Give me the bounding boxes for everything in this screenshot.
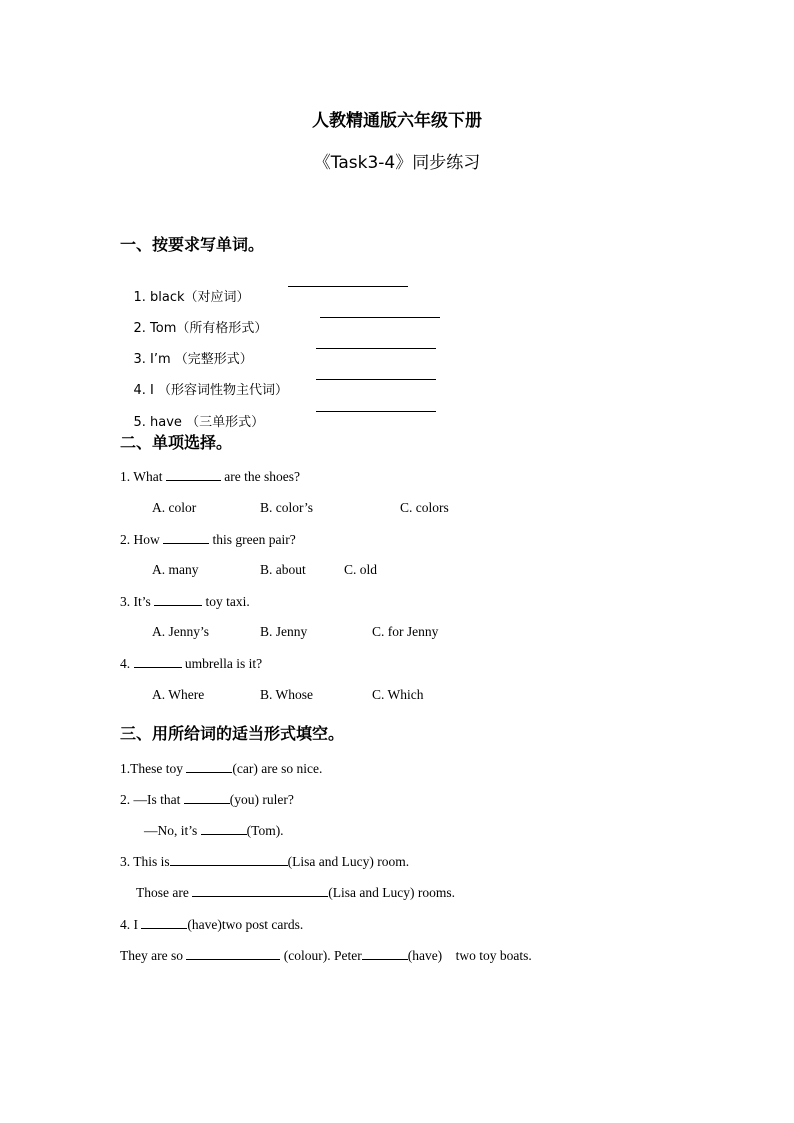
s2-q2-option-c[interactable]: C. old (344, 562, 378, 577)
s2-q3-option-b[interactable]: B. Jenny (260, 624, 308, 639)
section-2-heading: 二、单项选择。 (120, 433, 233, 452)
s2-q1-option-a[interactable]: A. color (152, 500, 197, 515)
s1-item-4-text: 4. I （形容词性物主代词） (133, 383, 289, 398)
s3-q3a-blank[interactable] (170, 852, 288, 866)
s2-q2-option-b[interactable]: B. about (260, 562, 306, 577)
s2-q2-post: this green pair? (209, 532, 296, 547)
s3-q2a-blank[interactable] (184, 790, 230, 804)
s1-answer-blank-3[interactable] (316, 335, 436, 349)
s3-q4b-post: (have) two toy boats. (407, 948, 532, 963)
s3-q2b-blank[interactable] (201, 821, 247, 835)
s2-q1-option-c[interactable]: C. colors (400, 500, 449, 515)
s3-question-3a (120, 852, 409, 871)
s2-q4-option-c[interactable]: C. Which (372, 687, 424, 702)
s3-q3b-post: (Lisa and Lucy) rooms. (328, 885, 455, 900)
page-subtitle: 《Task3-4》同步练习 (313, 153, 481, 173)
s3-q3a-post: (Lisa and Lucy) room. (287, 854, 410, 869)
s2-question-1 (120, 467, 300, 486)
s3-q2a-pre: 2. —Is that (120, 792, 184, 807)
s3-q4b-blank-1[interactable] (186, 946, 280, 960)
s2-q3-option-c[interactable]: C. for Jenny (372, 624, 439, 639)
s2-q2-blank[interactable] (163, 530, 209, 544)
s3-q4b-pre: They are so (120, 948, 187, 963)
s3-q2b-pre: —No, it’s (144, 823, 201, 838)
s2-q3-post: toy taxi. (202, 594, 250, 609)
s2-q2-pre: 2. How (120, 532, 164, 547)
section-3-heading: 三、用所给词的适当形式填空。 (120, 724, 345, 743)
s3-question-2b (144, 821, 284, 840)
s2-q3-pre: 3. It’s (120, 594, 155, 609)
s2-question-3 (120, 592, 250, 611)
s2-question-4 (120, 654, 262, 673)
s1-item-3-text: 3. I’m （完整形式） (133, 352, 253, 367)
s1-answer-blank-1[interactable] (288, 273, 408, 287)
s2-q4-option-a[interactable]: A. Where (152, 687, 205, 702)
s3-q4a-blank[interactable] (141, 915, 187, 929)
s2-q2-option-a[interactable]: A. many (152, 562, 199, 577)
s3-question-3b (136, 883, 455, 902)
s1-answer-blank-4[interactable] (316, 366, 436, 380)
s2-q4-option-b[interactable]: B. Whose (260, 687, 313, 702)
s1-answer-blank-5[interactable] (316, 398, 436, 412)
s2-q4-blank[interactable] (134, 654, 182, 668)
s3-q4b-mid: (colour). Peter (280, 948, 362, 963)
page-title: 人教精通版六年级下册 (312, 111, 482, 131)
s2-q1-post: are the shoes? (220, 469, 300, 484)
s2-q1-blank[interactable] (166, 467, 221, 481)
s3-q1-post: (car) are so nice. (232, 761, 323, 776)
s2-q3-option-a[interactable]: A. Jenny’s (152, 624, 209, 639)
section-1-heading: 一、按要求写单词。 (120, 235, 265, 254)
s3-q4a-pre: 4. I (120, 917, 142, 932)
s3-question-4b (120, 946, 532, 965)
s3-q4b-blank-2[interactable] (362, 946, 408, 960)
s3-q3a-pre: 3. This is (120, 854, 170, 869)
s3-q3b-pre: Those are (136, 885, 193, 900)
s2-q1-option-b[interactable]: B. color’s (260, 500, 313, 515)
s1-item-2-text: 2. Tom（所有格形式） (133, 321, 268, 336)
s3-q2a-post: (you) ruler? (229, 792, 294, 807)
s2-question-2 (120, 530, 296, 549)
s1-item-5-text: 5. have （三单形式） (133, 415, 265, 430)
s2-q4-post: umbrella is it? (181, 656, 263, 671)
s2-q1-pre: 1. What (120, 469, 166, 484)
s2-q4-pre: 4. (120, 656, 134, 671)
s3-question-1 (120, 759, 322, 778)
s2-q3-blank[interactable] (154, 592, 202, 606)
s1-item-1-text: 1. black（对应词） (133, 290, 250, 305)
s3-q3b-blank[interactable] (192, 883, 328, 897)
s3-question-4a (120, 915, 303, 934)
s3-q1-blank[interactable] (186, 759, 232, 773)
s3-q2b-post: (Tom). (246, 823, 284, 838)
s3-q1-pre: 1.These toy (120, 761, 187, 776)
s1-answer-blank-2[interactable] (320, 304, 440, 318)
s3-question-2a (120, 790, 294, 809)
s3-q4a-post: (have)two post cards. (187, 917, 304, 932)
